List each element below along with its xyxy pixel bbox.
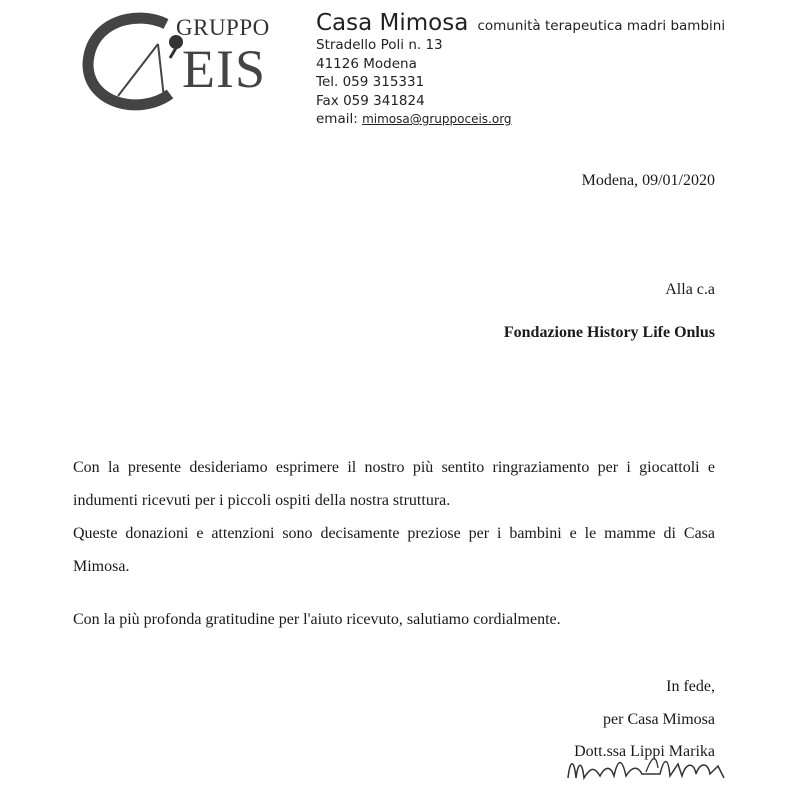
sign-off-line: In fede, [666, 678, 715, 695]
logo-eis-text: EIS [182, 39, 266, 99]
org-title-line [316, 10, 725, 36]
org-name: Casa Mimosa [316, 10, 469, 36]
fax-line: Fax 059 341824 [316, 92, 425, 109]
email-label: email: [316, 111, 358, 127]
letterhead-info [316, 10, 725, 129]
letter-body [73, 451, 715, 583]
address-line-2: 41126 Modena [316, 55, 417, 72]
phone-line: Tel. 059 315331 [316, 74, 425, 90]
logo-gruppo-text: GRUPPO [176, 15, 270, 40]
body-paragraph-1: Con la presente desideriamo esprimere il nostro più sentito ringraziamento per i giocattoli e indumenti ricevuti per i piccoli ospiti della nostra struttura. [73, 459, 715, 509]
body-paragraph-2: Queste donazioni e attenzioni sono decisamente preziose per i bambini e le mamme di Casa Mimosa. [73, 525, 715, 575]
address-line-1: Stradello Poli n. 13 [316, 37, 443, 53]
recipient-name: Fondazione History Life Onlus [503, 324, 715, 341]
sign-org-line: per Casa Mimosa [603, 711, 715, 728]
recipient-prefix: Alla c.a [665, 281, 715, 298]
email-line [316, 110, 725, 129]
handwritten-signature-icon [560, 748, 750, 788]
org-subtitle: comunità terapeutica madri bambini [477, 18, 726, 34]
gruppo-ceis-logo [78, 12, 283, 112]
email-link[interactable]: mimosa@gruppoceis.org [362, 112, 512, 126]
letter-date: Modena, 09/01/2020 [581, 172, 715, 189]
closing-sentence: Con la più profonda gratitudine per l'aiuto ricevuto, salutiamo cordialmente. [73, 611, 561, 628]
signer-name: Dott.ssa Lippi Marika [574, 743, 715, 760]
